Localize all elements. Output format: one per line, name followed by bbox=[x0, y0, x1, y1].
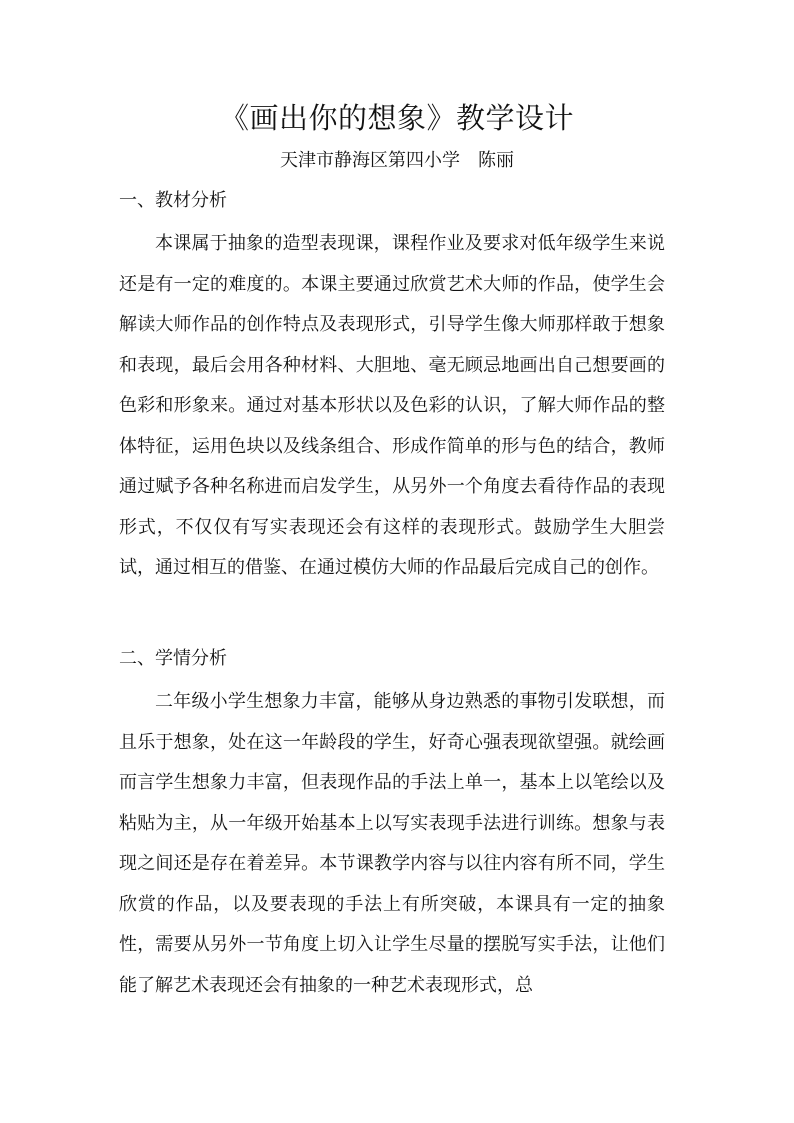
section-heading-textbook-analysis: 一、教材分析 bbox=[119, 190, 227, 211]
section-body-textbook-analysis: 本课属于抽象的造型表现课，课程作业及要求对低年级学生来说还是有一定的难度的。本课主要通过欣赏艺术大师的作品，使学生会解读大师作品的创作特点及表现形式，引导学生像大师那样敢于想象和表现，最后会用各种材料、大胆地、毫无顾忌地画出自己想要画的色彩和形象来。通过对基本形状以及色彩的认识，了解大师作品的整体特征，运用色块以及线条组合、形成作简单的形与色的结合，教师通过赋予各种名称进而启发学生，从另外一个角度去看待作品的表现形式，不仅仅有写实表现还会有这样的表现形式。鼓励学生大胆尝试，通过相互的借鉴、在通过模仿大师的作品最后完成自己的创作。 bbox=[119, 233, 665, 578]
author-line: 天津市静海区第四小学 陈丽 bbox=[280, 150, 514, 171]
section-heading-student-analysis: 二、学情分析 bbox=[119, 648, 227, 669]
document-title: 《画出你的想象》教学设计 bbox=[219, 101, 574, 135]
section-body-student-analysis: 二年级小学生想象力丰富，能够从身边熟悉的事物引发联想，而且乐于想象，处在这一年龄段的学生，好奇心强表现欲望强。就绘画而言学生想象力丰富，但表现作品的手法上单一，基本上以笔绘以及粘贴为主，从一年级开始基本上以写实表现手法进行训练。想象与表现之间还是存在着差异。本节课教学内容与以往内容有所不同，学生欣赏的作品，以及要表现的手法上有所突破，本课具有一定的抽象性，需要从另外一节角度上切入让学生尽量的摆脱写实手法，让他们能了解艺术表现还会有抽象的一种艺术表现形式，总 bbox=[119, 691, 665, 996]
